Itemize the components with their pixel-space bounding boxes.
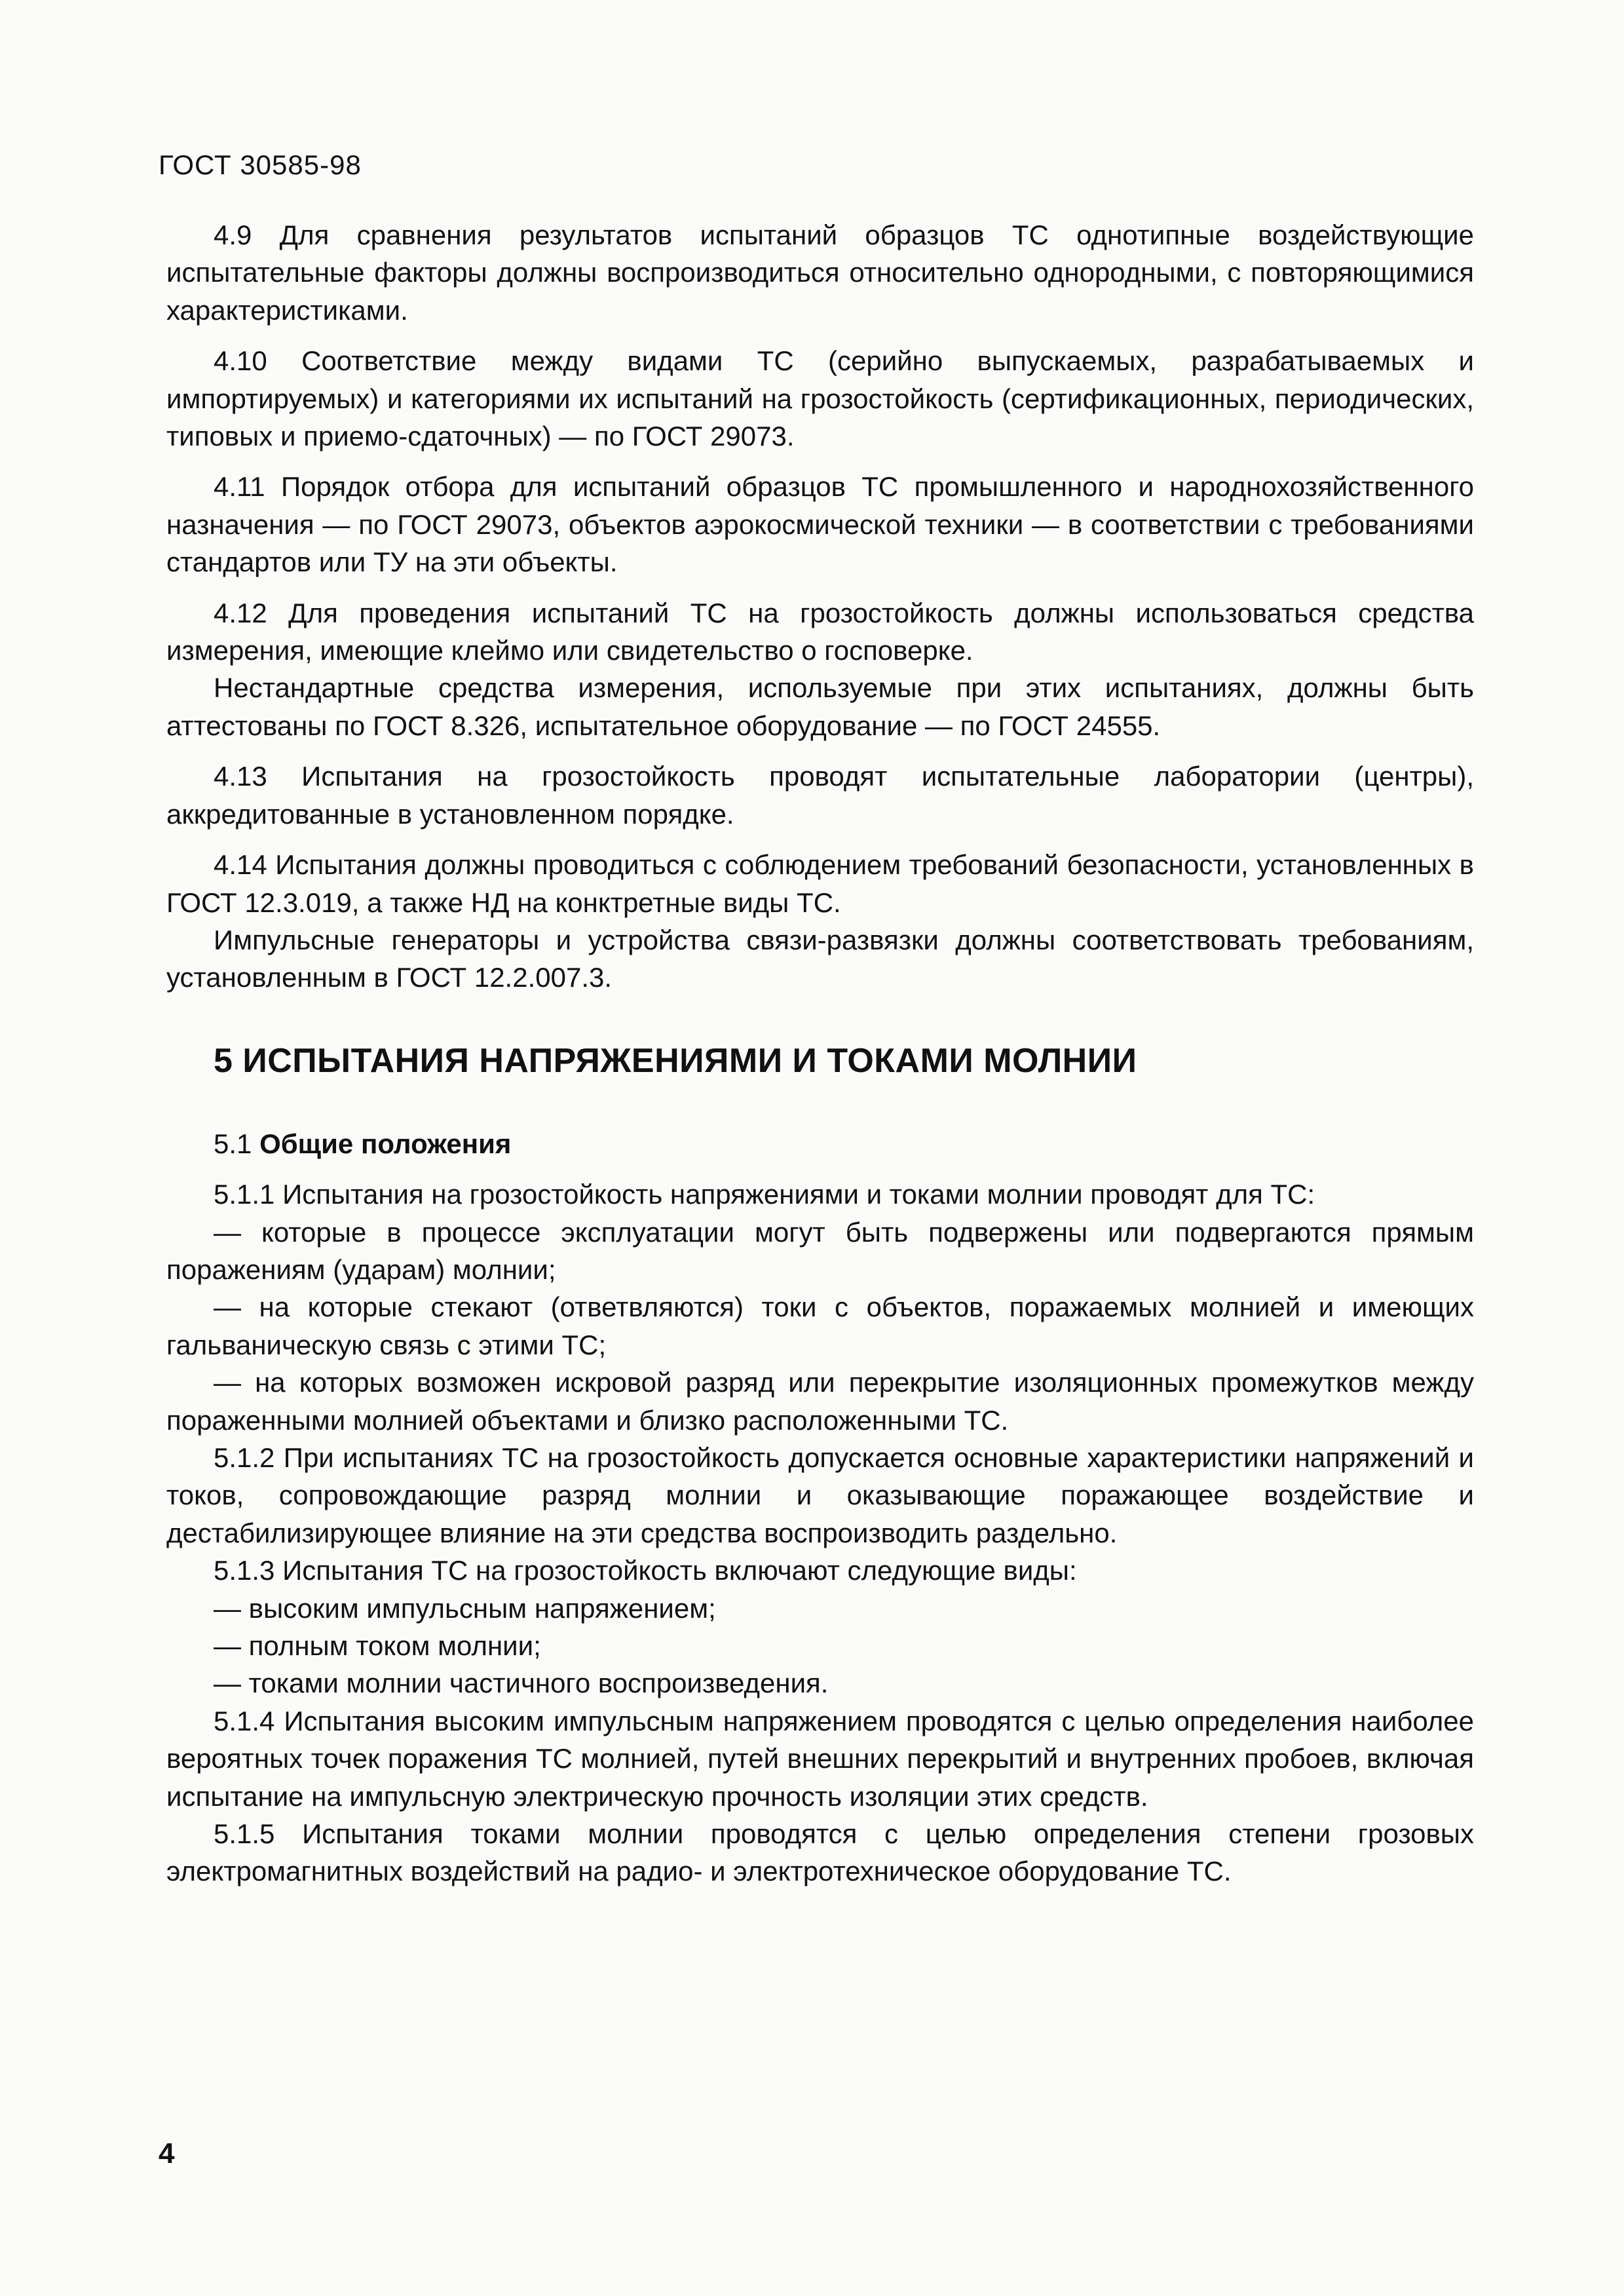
paragraph-5-1-3: 5.1.3 Испытания ТС на грозостойкость включают следующие виды: — [214, 1555, 1077, 1586]
page-number: 4 — [159, 2137, 175, 2170]
section-5-1-title: Общие положения — [259, 1128, 512, 1159]
paragraph-4-12-continued: Нестандартные средства измерения, используемые при этих испытаниях, должны быть аттестованы по ГОСТ 8.326, испытательное оборудование — по ГОСТ 24555. — [166, 672, 1474, 741]
paragraph-5-1-2: 5.1.2 При испытаниях ТС на грозостойкость допускается основные характеристики напряжений и токов, сопровождающие разряд молнии и оказывающие поражающее воздействие и дестабилизирующее влияние на эти средства воспроизводить раздельно. — [166, 1442, 1474, 1548]
list-item-spark-discharge: — на которых возможен искровой разряд или перекрытие изоляционных промежутков между пораженными молнией объектами и близко расположенными ТС. — [166, 1367, 1474, 1436]
paragraph-4-12: 4.12 Для проведения испытаний ТС на грозостойкость должны использоваться средства измерения, имеющие клеймо или свидетельство о госповерке. — [166, 597, 1474, 666]
list-item-full-current: — полным током молнии; — [214, 1630, 541, 1661]
paragraph-4-11: 4.11 Порядок отбора для испытаний образцов ТС промышленного и народнохозяйственного назначения — по ГОСТ 29073, объектов аэрокосмической техники — в соответствии с требованиями стандартов или ТУ на эти объекты. — [166, 471, 1474, 578]
list-item-high-voltage: — высоким импульсным напряжением; — [214, 1592, 716, 1624]
paragraph-4-10: 4.10 Соответствие между видами ТС (серийно выпускаемых, разрабатываемых и импортируемых) и категориями их испытаний на грозостойкость (сертификационных, периодических, типовых и приемо-сдаточных) — по ГОСТ 29073. — [166, 345, 1474, 452]
paragraph-4-9: 4.9 Для сравнения результатов испытаний образцов ТС однотипные воздействующие испытательные факторы должны воспроизводиться относительно однородными, с повторяющимися характеристиками. — [166, 220, 1474, 326]
paragraph-4-14: 4.14 Испытания должны проводиться с соблюдением требований безопасности, установленных в ГОСТ 12.3.019, а также НД на конктретные виды ТС. — [166, 849, 1474, 918]
paragraph-5-1-4: 5.1.4 Испытания высоким импульсным напряжением проводятся с целью определения наиболее вероятных точек поражения ТС молнией, путей внешних перекрытий и внутренних пробоев, включая испытание на импульсную электрическую прочность изоляции этих средств. — [166, 1705, 1474, 1812]
list-item-branch-currents: — на которые стекают (ответвляются) токи с объектов, поражаемых молнией и имеющих гальваническую связь с этими ТС; — [166, 1292, 1474, 1360]
list-item-partial-current: — токами молнии частичного воспроизведения. — [214, 1668, 829, 1699]
document-header: ГОСТ 30585-98 — [159, 149, 362, 180]
paragraph-4-14-continued: Импульсные генераторы и устройства связи-развязки должны соответствовать требованиям, установленным в ГОСТ 12.2.007.3. — [166, 924, 1474, 993]
list-item-direct-strikes: — которые в процессе эксплуатации могут быть подвержены или подвергаются прямым поражениям (ударам) молнии; — [166, 1216, 1474, 1285]
section-5-1-number: 5.1 — [214, 1128, 252, 1159]
paragraph-4-13: 4.13 Испытания на грозостойкость проводят испытательные лаборатории (центры), аккредитованные в установленном порядке. — [166, 761, 1474, 830]
section-5-1-heading — [214, 1125, 1474, 1162]
paragraph-5-1-1: 5.1.1 Испытания на грозостойкость напряжениями и токами молнии проводят для ТС: — [214, 1179, 1315, 1210]
section-5-heading: 5 ИСПЫТАНИЯ НАПРЯЖЕНИЯМИ И ТОКАМИ МОЛНИИ — [214, 1041, 1137, 1080]
document-body — [166, 216, 1474, 1890]
paragraph-5-1-5: 5.1.5 Испытания токами молнии проводятся с целью определения степени грозовых электромагнитных воздействий на радио- и электротехническое оборудование ТС. — [166, 1818, 1474, 1887]
